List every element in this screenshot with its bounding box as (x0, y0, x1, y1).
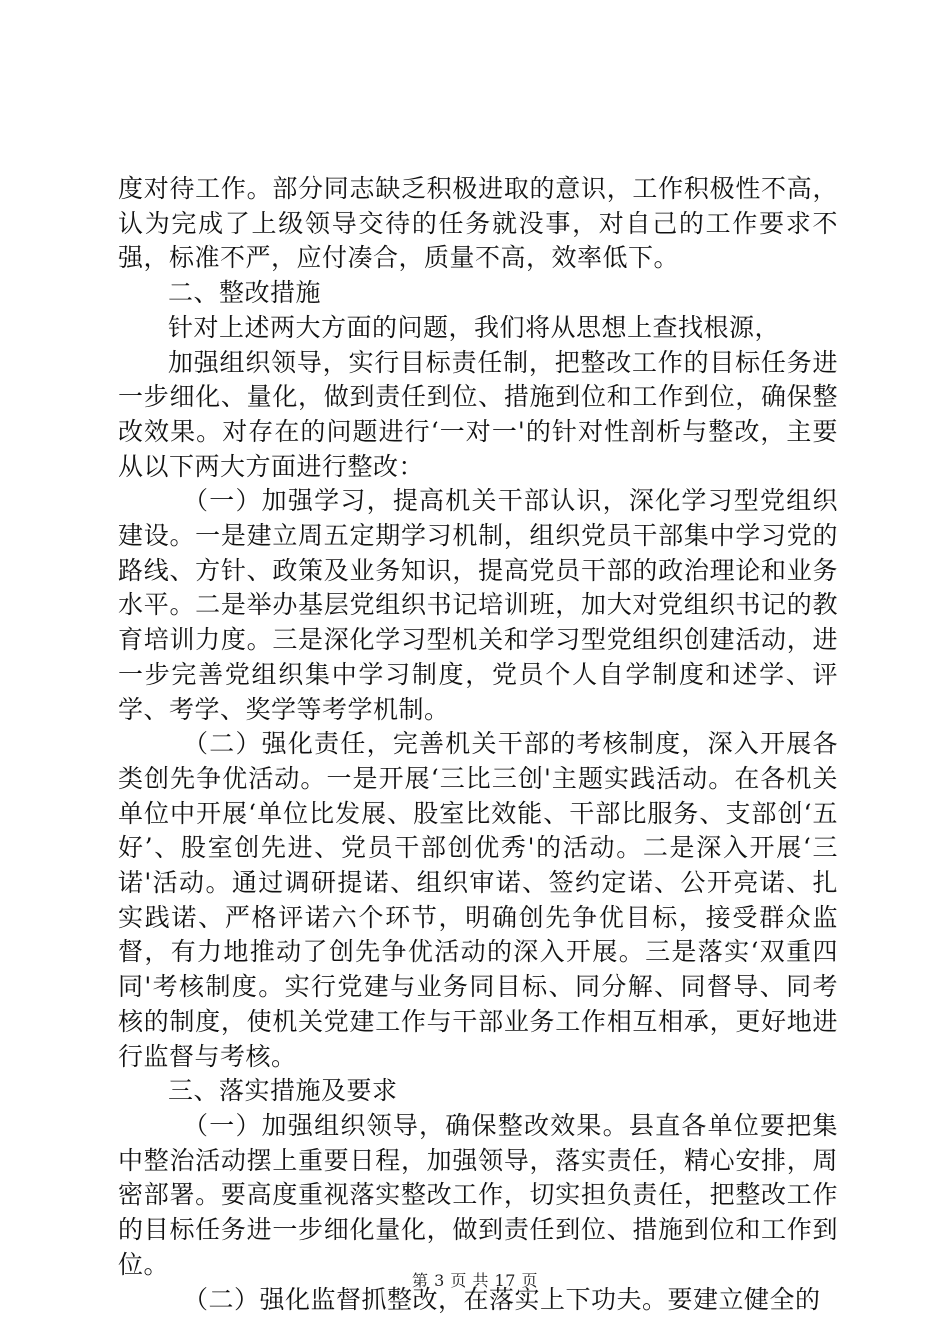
section-heading-3: 三、落实措施及要求 (168, 1076, 398, 1106)
paragraph-item-2: （二）强化责任，完善机关干部的考核制度，深入开展各类创先争优活动。一是开展‘三比三创'主题实践活动。在各机关单位中开展‘单位比发展、股室比效能、干部比服务、支部创‘五好’、股室创先进、党员干部创优秀'的活动。二是深入开展‘三诺'活动。通过调研提诺、组织审诺、签约定诺、公开亮诺、扎实践诺、严格评诺六个环节，明确创先争优目标，接受群众监督，有力地推动了创先争优活动的深入开展。三是落实‘双重四同'考核制度。实行党建与业务同目标、同分解、同督导、同考核的制度，使机关党建工作与干部业务工作相互相承，更好地进行监督与考核。 (118, 729, 839, 1071)
paragraph-continuation: 度对待工作。部分同志缺乏积极进取的意识，工作积极性不高，认为完成了上级领导交待的任务就没事，对自己的工作要求不强，标准不严，应付凑合，质量不高，效率低下。 (118, 174, 838, 273)
paragraph-intro: 针对上述两大方面的问题，我们将从思想上查找根源， (168, 312, 781, 342)
page-footer (0, 1268, 950, 1291)
page-number-label: 第 3 页 共 17 页 (412, 1271, 538, 1290)
section-heading-2: 二、整改措施 (168, 278, 322, 308)
paragraph-requirement-1: （一）加强组织领导，确保整改效果。县直各单位要把集中整治活动摆上重要日程，加强领导，落实责任，精心安排，周密部署。要高度重视落实整改工作，切实担负责任，把整改工作的目标任务进一步细化量化，做到责任到位、措施到位和工作到位。 (118, 1110, 838, 1279)
paragraph-leadership: 加强组织领导，实行目标责任制，把整改工作的目标任务进一步细化、量化，做到责任到位、措施到位和工作到位，确保整改效果。对存在的问题进行‘一对一'的针对性剖析与整改，主要从以下两大方面进行整改： (118, 347, 838, 481)
document-body (118, 172, 838, 1317)
paragraph-requirement-2: （二）强化监督抓整改，在落实上下功夫。要建立健全的 (183, 1284, 821, 1314)
paragraph-item-1: （一）加强学习，提高机关干部认识，深化学习型党组织建设。一是建立周五定期学习机制，组织党员干部集中学习党的路线、方针、政策及业务知识，提高党员干部的政治理论和业务水平。二是举办基层党组织书记培训班，加大对党组织书记的教育培训力度。三是深化学习型机关和学习型党组织创建活动，进一步完善党组织集中学习制度，党员个人自学制度和述学、评学、考学、奖学等考学机制。 (118, 486, 838, 724)
